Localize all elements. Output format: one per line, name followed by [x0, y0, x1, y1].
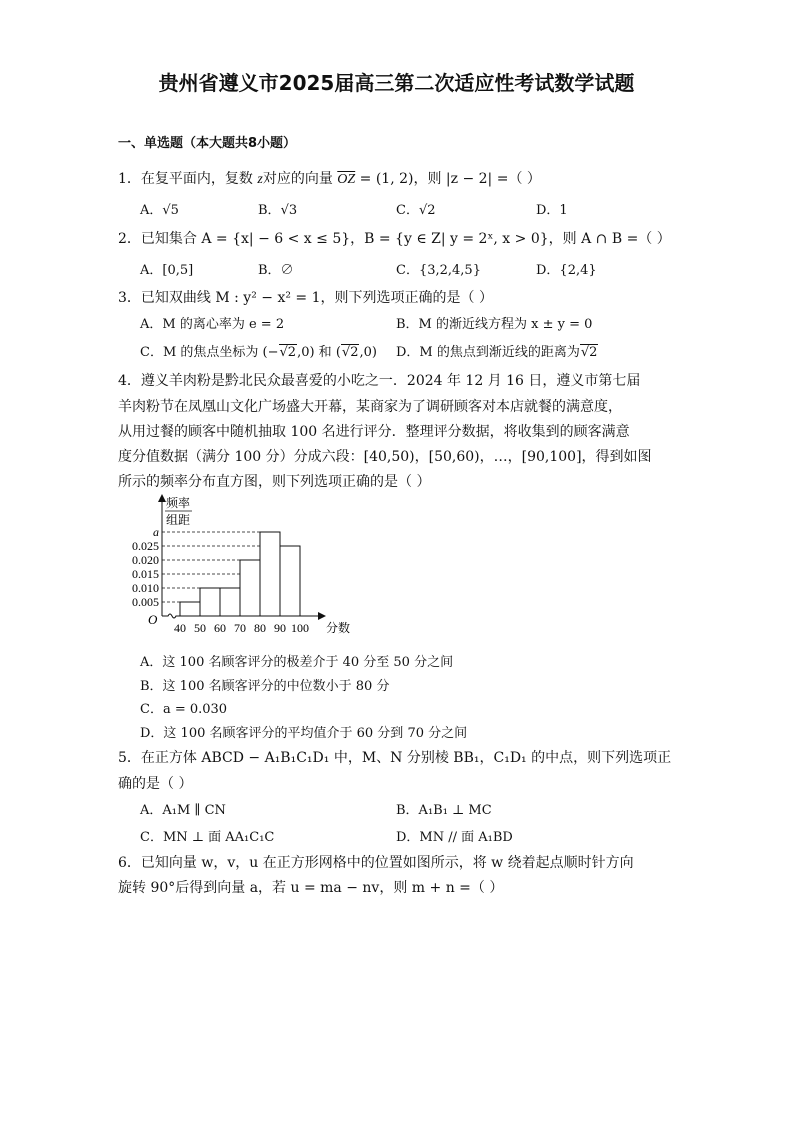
q2-option-b: B．∅: [258, 263, 294, 278]
q4-option-a: A．这 100 名顾客评分的极差介于 40 分至 50 分之间: [140, 655, 454, 670]
sqrt-sign: √2: [341, 345, 359, 360]
histogram-bar: [200, 588, 220, 616]
x-tick-label: 50: [194, 621, 206, 635]
q3-option-a: A．M 的离心率为 e = 2: [140, 317, 285, 332]
q6-line-1: 6．已知向量 w，v，u 在正方形网格中的位置如图所示，将 w 绕着起点顺时针方向: [118, 855, 634, 871]
y-tick-label: 0.015: [132, 567, 159, 581]
q4-line-4: 度分值数据（满分 100 分）分成六段：[40,50)，[50,60)，…，[90,100]，得到如图: [118, 449, 652, 465]
q2-option-a: A．[0,5]: [140, 263, 194, 278]
histogram-bar: [240, 560, 260, 616]
q3-option-d: D．M 的焦点到渐近线的距离为√2: [396, 345, 598, 360]
histogram-bar: [180, 602, 200, 616]
q1-stem-b: 对应的向量: [262, 171, 333, 187]
q1-var-z: z: [257, 172, 263, 187]
q6-line-2: 旋转 90°后得到向量 a，若 u = ma − nv，则 m + n =（ ）: [118, 880, 504, 896]
q4-line-1: 4．遵义羊肉粉是黔北民众最喜爱的小吃之一．2024 年 12 月 16 日，遵义市第七届: [118, 373, 641, 389]
y-tick-label: 0.025: [132, 539, 159, 553]
x-tick-label: 90: [274, 621, 286, 635]
q5-option-b: B．A₁B₁ ⊥ MC: [396, 803, 492, 818]
q1-stem-a: 1．在复平面内，复数: [118, 171, 253, 187]
origin-label: O: [148, 612, 158, 627]
section-heading: 一、单选题（本大题共8小题）: [118, 136, 297, 151]
q4-line-2: 羊肉粉节在凤凰山文化广场盛大开幕，某商家为了调研顾客对本店就餐的满意度，: [118, 399, 622, 415]
histogram-bar: [220, 588, 240, 616]
y-axis-label-bottom: 组距: [166, 513, 191, 527]
q2-option-d: D．{2,4}: [536, 263, 597, 278]
q4-line-5: 所示的频率分布直方图，则下列选项正确的是（ ）: [118, 474, 431, 490]
q5-option-a: A．A₁M ∥ CN: [140, 803, 226, 818]
x-tick-label: 60: [214, 621, 226, 635]
q4-option-c: C．a = 0.030: [140, 702, 228, 717]
q1-stem-d: |z − 2| =（ ）: [445, 171, 541, 187]
x-tick-label: 100: [291, 621, 309, 635]
q1-option-b: B．√3: [258, 203, 298, 218]
question-3-stem: 3．已知双曲线 M : y² − x² = 1，则下列选项正确的是（ ）: [118, 290, 493, 306]
q4-option-d: D．这 100 名顾客评分的平均值介于 60 分到 70 分之间: [140, 726, 468, 741]
q1-vector-oz: $\overline{OZ}$: [337, 172, 356, 187]
x-tick-label: 40: [174, 621, 186, 635]
x-axis-label: 分数: [326, 621, 351, 635]
q5-line-1: 5．在正方体 ABCD − A₁B₁C₁D₁ 中，M、N 分别棱 BB₁，C₁D₁ 的中点，则下列选项正: [118, 750, 672, 766]
y-tick-label: 0.020: [132, 553, 159, 567]
q5-option-c: C．MN ⊥ 面 AA₁C₁C: [140, 830, 275, 845]
q1-option-c: C．√2: [396, 203, 436, 218]
histogram-bar: [280, 546, 300, 616]
sqrt-sign: √2: [279, 345, 297, 360]
q3-option-b: B．M 的渐近线方程为 x ± y = 0: [396, 317, 593, 332]
q5-line-2: 确的是（ ）: [118, 776, 193, 792]
x-tick-label: 70: [234, 621, 246, 635]
y-tick-label: a: [153, 525, 159, 539]
q1-option-a: A．√5: [140, 203, 179, 218]
sqrt-sign: √2: [580, 345, 598, 360]
y-tick-label: 0.010: [132, 581, 159, 595]
y-tick-label: 0.005: [132, 595, 159, 609]
q5-option-d: D．MN // 面 A₁BD: [396, 830, 513, 845]
q4-option-b: B．这 100 名顾客评分的中位数小于 80 分: [140, 679, 390, 694]
q3-option-c: C．M 的焦点坐标为 (−√2,0) 和 (√2,0): [140, 345, 377, 360]
question-2-stem: 2．已知集合 A = {x| − 6 < x ≤ 5}，B = {y ∈ Z| y = 2ˣ, x > 0}，则 A ∩ B =（ ）: [118, 231, 671, 247]
q1-option-d: D．1: [536, 203, 568, 218]
frequency-histogram: [110, 490, 370, 645]
q4-line-3: 从用过餐的顾客中随机抽取 100 名进行评分．整理评分数据，将收集到的顾客满意: [118, 424, 630, 440]
y-axis-label-top: 频率: [166, 496, 191, 510]
q2-option-c: C．{3,2,4,5}: [396, 263, 481, 278]
q1-stem-c: = (1, 2)，则: [359, 171, 442, 187]
page-title: 贵州省遵义市2025届高三第二次适应性考试数学试题: [158, 71, 635, 95]
x-tick-label: 80: [254, 621, 266, 635]
question-1-stem: [118, 168, 541, 188]
histogram-bar: [260, 532, 280, 616]
